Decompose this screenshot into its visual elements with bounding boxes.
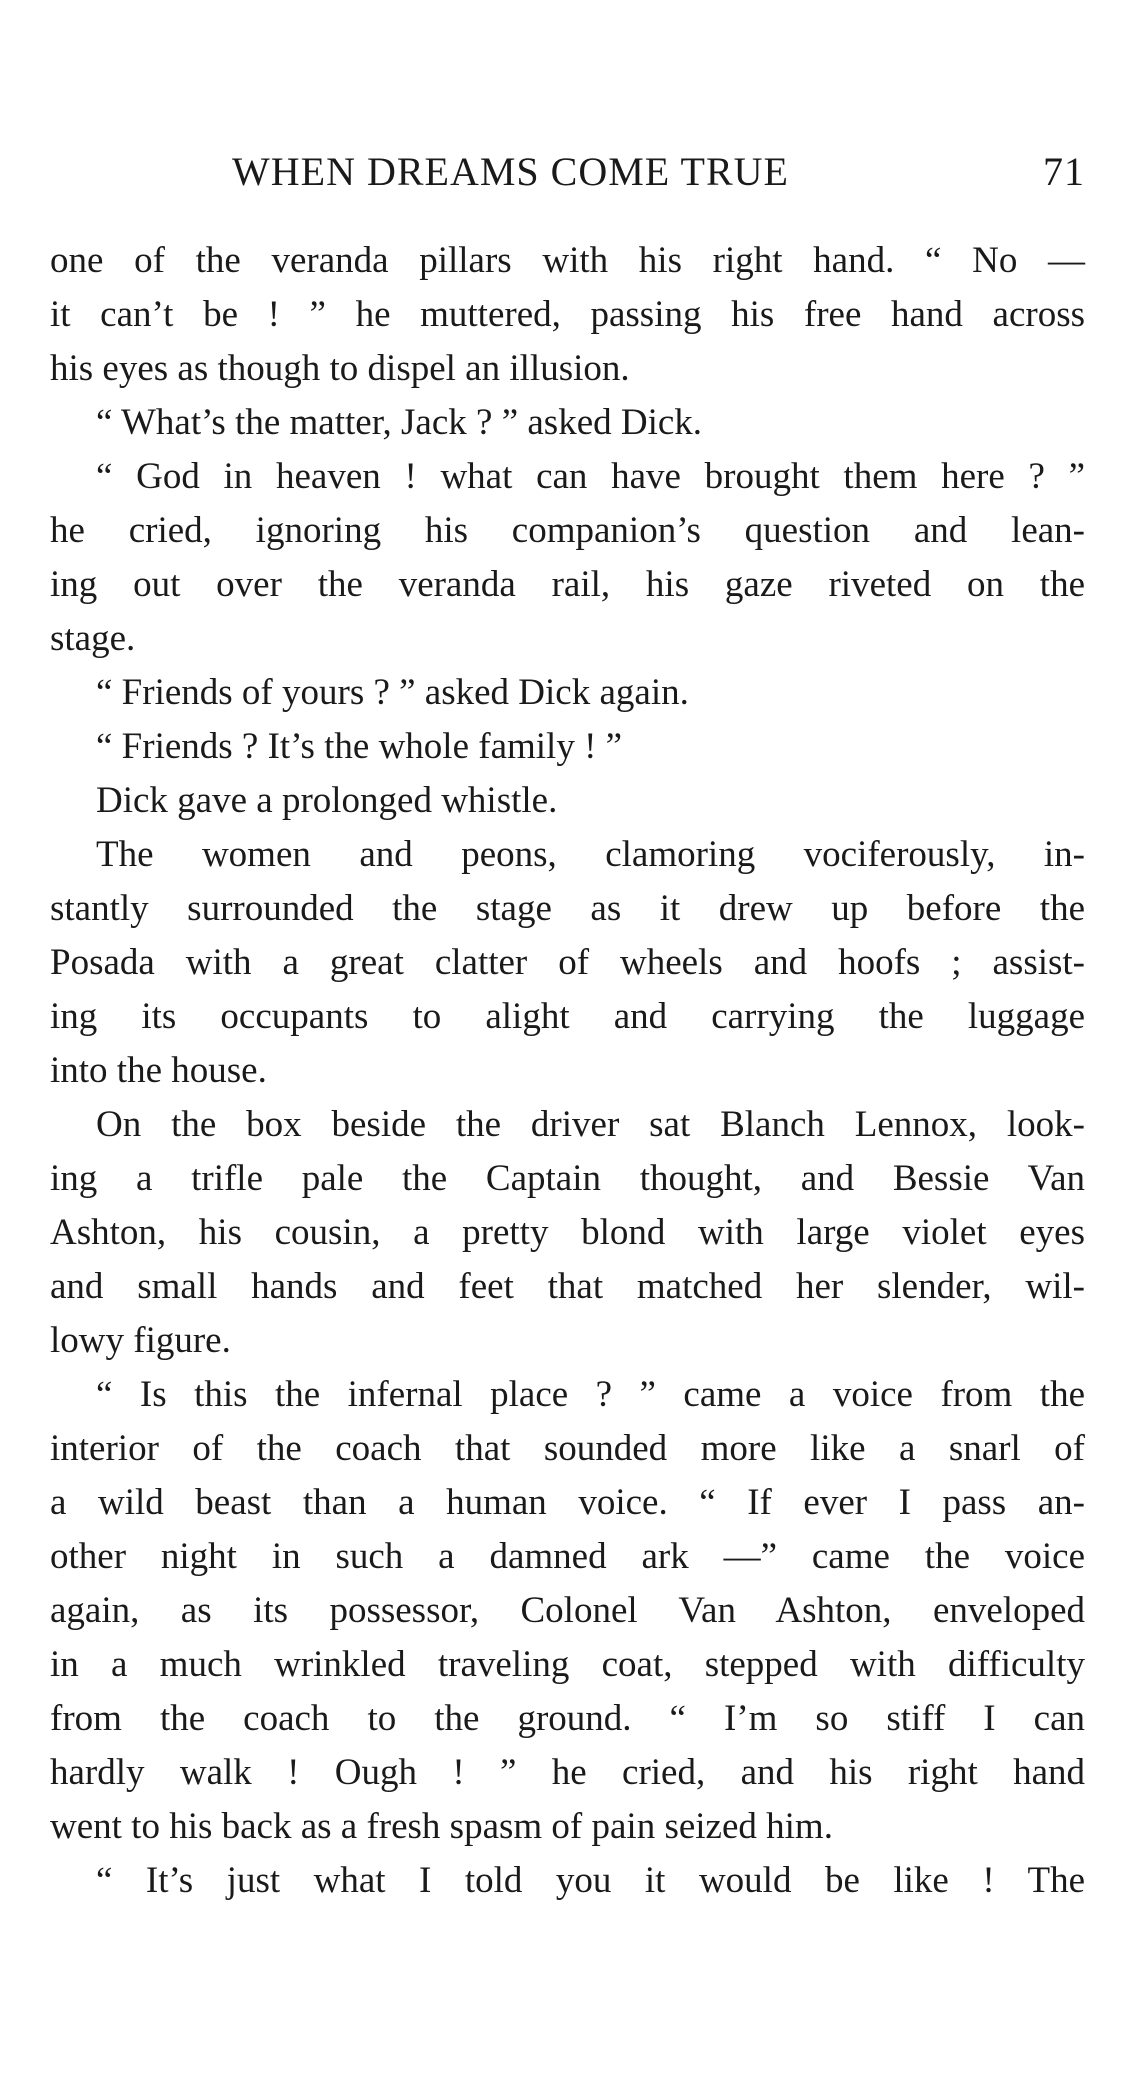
body-text bbox=[50, 234, 1085, 1908]
text-line: “ What’s the matter, Jack ? ” asked Dick. bbox=[96, 402, 703, 443]
text-line: again, as its possessor, Colonel Van Ashton, enveloped bbox=[50, 1590, 1085, 1631]
text-line: ing a trifle pale the Captain thought, and Bessie Van bbox=[50, 1158, 1085, 1199]
text-line: The women and peons, clamoring vociferously, in- bbox=[96, 834, 1085, 875]
text-line: went to his back as a fresh spasm of pain seized him. bbox=[50, 1806, 833, 1847]
text-line: and small hands and feet that matched her slender, wil- bbox=[50, 1266, 1085, 1307]
running-head-title: WHEN DREAMS COME TRUE bbox=[232, 149, 789, 194]
text-line: it can’t be ! ” he muttered, passing his free hand across bbox=[50, 294, 1085, 335]
text-line: interior of the coach that sounded more like a snarl of bbox=[50, 1428, 1085, 1469]
text-line: his eyes as though to dispel an illusion. bbox=[50, 348, 630, 389]
text-line: On the box beside the driver sat Blanch Lennox, look- bbox=[96, 1104, 1085, 1145]
text-line: one of the veranda pillars with his right hand. “ No — bbox=[50, 240, 1085, 281]
text-line: stantly surrounded the stage as it drew up before the bbox=[50, 888, 1085, 929]
text-line: other night in such a damned ark —” came the voice bbox=[50, 1536, 1085, 1577]
text-line: into the house. bbox=[50, 1050, 267, 1091]
text-line: ing its occupants to alight and carrying the luggage bbox=[50, 996, 1085, 1037]
text-line: hardly walk ! Ough ! ” he cried, and his right hand bbox=[50, 1752, 1085, 1793]
text-line: “ Friends ? It’s the whole family ! ” bbox=[96, 726, 623, 767]
page-number: 71 bbox=[1043, 149, 1085, 194]
running-head bbox=[50, 148, 1085, 192]
text-line: a wild beast than a human voice. “ If ever I pass an- bbox=[50, 1482, 1085, 1523]
text-line: Posada with a great clatter of wheels and hoofs ; assist- bbox=[50, 942, 1085, 983]
text-line: lowy figure. bbox=[50, 1320, 231, 1361]
text-line: “ Friends of yours ? ” asked Dick again. bbox=[96, 672, 689, 713]
text-line: in a much wrinkled traveling coat, stepped with difficulty bbox=[50, 1644, 1085, 1685]
text-line: stage. bbox=[50, 618, 136, 659]
text-line: he cried, ignoring his companion’s question and lean- bbox=[50, 510, 1085, 551]
text-line: from the coach to the ground. “ I’m so stiff I can bbox=[50, 1698, 1085, 1739]
text-line: Ashton, his cousin, a pretty blond with large violet eyes bbox=[50, 1212, 1085, 1253]
text-line: “ Is this the infernal place ? ” came a voice from the bbox=[96, 1374, 1085, 1415]
text-line: Dick gave a prolonged whistle. bbox=[96, 780, 558, 821]
text-line: ing out over the veranda rail, his gaze riveted on the bbox=[50, 564, 1085, 605]
text-line: “ It’s just what I told you it would be like ! The bbox=[96, 1860, 1085, 1901]
text-line: “ God in heaven ! what can have brought them here ? ” bbox=[96, 456, 1085, 497]
